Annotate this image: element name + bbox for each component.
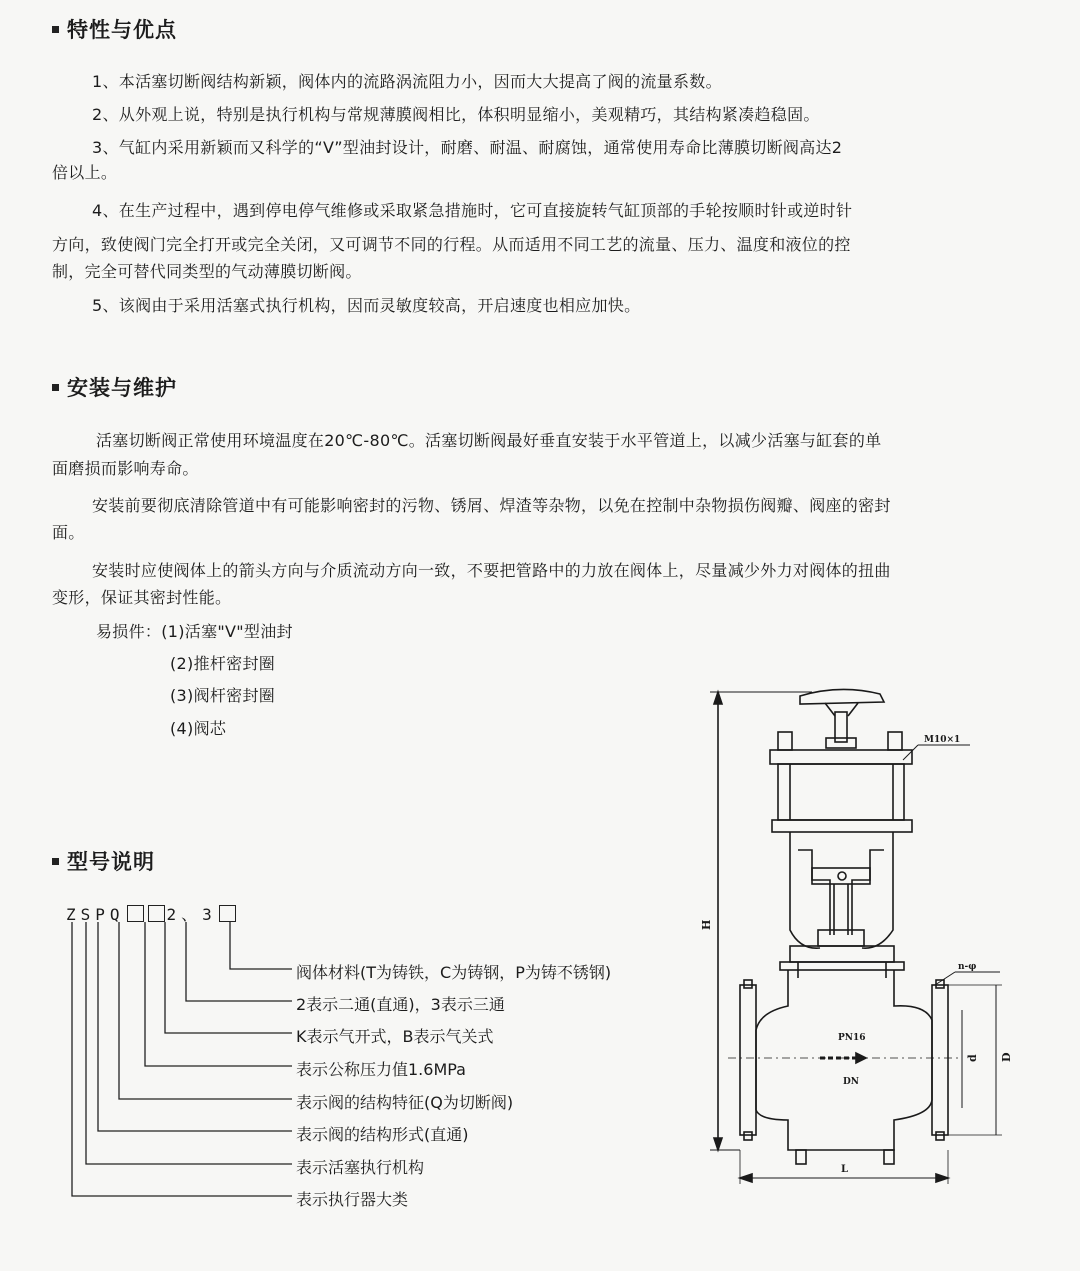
spare-part-2: (2)推杆密封圈 (170, 654, 276, 673)
install-line-2b: 面。 (52, 523, 85, 542)
install-line-3: 安装时应使阀体上的箭头方向与介质流动方向一致，不要把管路中的力放在阀体上，尽量减少外力对阀体的扭曲 (92, 561, 891, 580)
feature-line-5: 5、该阀由于采用活塞式执行机构，因而灵敏度较高，开启速度也相应加快。 (92, 296, 641, 315)
feature-line-3b: 倍以上。 (52, 163, 118, 182)
spare-part-1: 易损件：(1)活塞"V"型油封 (96, 622, 293, 641)
model-meaning-material: 阀体材料(T为铸铁，C为铸钢，P为铸不锈钢) (296, 963, 612, 982)
install-line-3b: 变形，保证其密封性能。 (52, 588, 232, 607)
feature-line-3: 3、气缸内采用新颖而又科学的“V”型油封设计，耐磨、耐温、耐腐蚀，通常使用寿命比薄膜切断阀高达2 (92, 138, 843, 157)
valve-drawing (690, 680, 1030, 1200)
model-meaning-pressure: 表示公称压力值1.6MPa (296, 1060, 466, 1079)
bolts-label: n-φ (958, 962, 977, 972)
spare-part-4: (4)阀芯 (170, 719, 227, 738)
install-line-1: 活塞切断阀正常使用环境温度在20℃-80℃。活塞切断阀最好垂直安装于水平管道上，以减少活塞与缸套的单 (96, 431, 882, 450)
outer-diameter-label: D (1000, 1052, 1013, 1062)
model-meaning-feature: 表示阀的结构特征(Q为切断阀) (296, 1093, 514, 1112)
nominal-label: DN (843, 1077, 860, 1087)
install-line-1b: 面磨损而影响寿命。 (52, 459, 199, 478)
length-label: L (841, 1164, 849, 1175)
model-meaning-actuator: 表示活塞执行机构 (296, 1158, 425, 1177)
thread-label: M10×1 (924, 735, 961, 745)
section-title-install: 安装与维护 (52, 372, 177, 402)
inner-diameter-label: d (966, 1054, 979, 1062)
install-line-2: 安装前要彻底清除管道中有可能影响密封的污物、锈屑、焊渣等杂物，以免在控制中杂物损伤阀瓣、阀座的密封 (92, 496, 891, 515)
model-meaning-action: K表示气开式，B表示气关式 (296, 1027, 494, 1046)
feature-line-4: 4、在生产过程中，遇到停电停气维修或采取紧急措施时，它可直接旋转气缸顶部的手轮按顺时针或逆时针 (92, 201, 853, 220)
feature-line-1: 1、本活塞切断阀结构新颖，阀体内的流路涡流阻力小，因而大大提高了阀的流量系数。 (92, 72, 722, 91)
section-title-model: 型号说明 (52, 846, 155, 876)
feature-line-2: 2、从外观上说，特别是执行机构与常规薄膜阀相比，体积明显缩小，美观精巧，其结构紧凑趋稳固。 (92, 105, 820, 124)
model-meaning-ports: 2表示二通(直通)，3表示三通 (296, 995, 505, 1014)
feature-line-4c: 制，完全可替代同类型的气动薄膜切断阀。 (52, 262, 362, 281)
model-code: ZSPQ 2、3 (66, 902, 238, 925)
pressure-label: PN16 (838, 1033, 866, 1043)
model-meaning-form: 表示阀的结构形式(直通) (296, 1125, 469, 1144)
feature-line-4b: 方向，致使阀门完全打开或完全关闭，又可调节不同的行程。从而适用不同工艺的流量、压力、温度和液位的控 (52, 235, 851, 254)
height-label: H (700, 919, 713, 930)
spare-part-3: (3)阀杆密封圈 (170, 686, 276, 705)
model-meaning-category: 表示执行器大类 (296, 1190, 409, 1209)
section-title-features: 特性与优点 (52, 14, 177, 44)
